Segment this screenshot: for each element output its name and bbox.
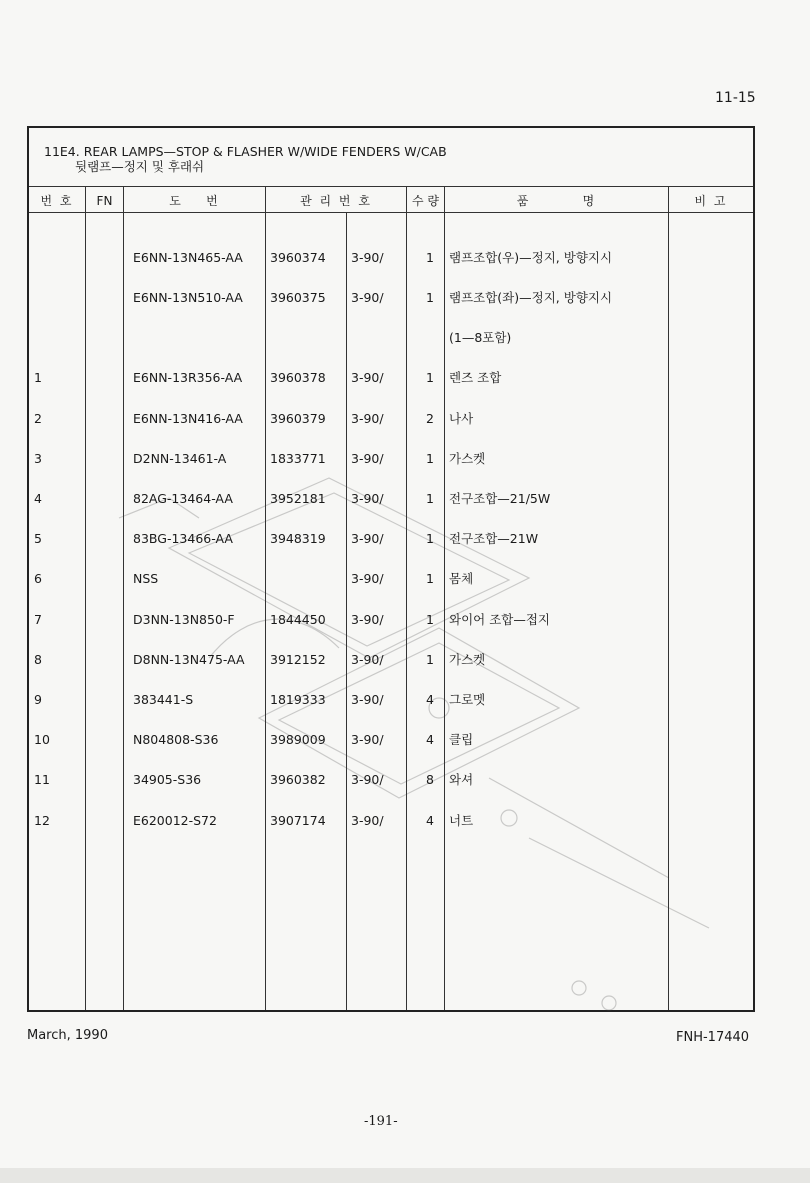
header-fn: FN [96, 194, 113, 208]
cell-management-number: 3907174 [270, 812, 326, 828]
cell-quantity: 8 [426, 772, 434, 788]
footer-date: March, 1990 [27, 1028, 108, 1043]
cell-management-number: 3989009 [270, 732, 326, 748]
cell-part-name: (1—8포함) [449, 330, 512, 346]
cell-drawing-number: 82AG-13464-AA [133, 491, 233, 507]
header-remarks: 비 고 [694, 194, 728, 208]
column-part-names [449, 224, 667, 854]
cell-part-name: 와이어 조합—접지 [449, 611, 550, 627]
section-title-korean: 뒷램프—정지 및 후래쉬 [75, 159, 205, 174]
cell-management-number: 3960379 [270, 410, 326, 426]
cell-effective-date: 3-90/ [351, 571, 384, 587]
cell-no: 8 [34, 651, 42, 667]
cell-drawing-number: 83BG-13466-AA [133, 531, 233, 547]
cell-quantity: 4 [426, 732, 434, 748]
cell-part-name: 가스켓 [449, 651, 486, 667]
column-quantities [407, 224, 444, 854]
cell-no: 3 [34, 450, 42, 466]
cell-part-name: 렌즈 조합 [449, 370, 502, 386]
cell-management-number: 1819333 [270, 692, 326, 708]
cell-drawing-number: E6NN-13R356-AA [133, 370, 243, 386]
footer-document-code: FNH-17440 [676, 1030, 750, 1045]
cell-no: 7 [34, 611, 42, 627]
cell-no: 1 [34, 370, 42, 386]
cell-no: 11 [34, 772, 50, 788]
cell-part-name: 몸체 [449, 571, 474, 587]
column-management-numbers [270, 224, 345, 854]
column-drawing-numbers [133, 224, 265, 854]
cell-quantity: 2 [426, 410, 434, 426]
cell-management-number: 3948319 [270, 531, 326, 547]
cell-quantity [407, 331, 444, 344]
cell-effective-date: 3-90/ [351, 491, 384, 507]
cell-management-number: 3952181 [270, 491, 326, 507]
scan-edge-band [0, 1168, 810, 1183]
cell-effective-date: 3-90/ [351, 290, 384, 306]
cell-part-name: 와셔 [449, 772, 474, 788]
cell-part-name: 클립 [449, 732, 474, 748]
header-drawing-number: 도 번 [169, 194, 220, 208]
cell-effective-date: 3-90/ [351, 812, 384, 828]
header-no: 번 호 [40, 194, 74, 208]
cell-management-number [270, 572, 345, 585]
cell-no [34, 331, 84, 344]
cell-quantity: 1 [426, 249, 434, 265]
cell-quantity: 1 [426, 290, 434, 306]
cell-part-name: 그로멧 [449, 692, 486, 708]
cell-part-name: 너트 [449, 812, 474, 828]
cell-effective-date: 3-90/ [351, 651, 384, 667]
header-management-number: 관 리 번 호 [300, 194, 372, 208]
cell-part-name: 전구조합—21W [449, 531, 539, 547]
column-effective-dates [351, 224, 405, 854]
cell-management-number: 1844450 [270, 611, 326, 627]
cell-quantity: 1 [426, 450, 434, 466]
page-number: 11-15 [715, 90, 756, 106]
cell-drawing-number: 383441-S [133, 692, 194, 708]
cell-effective-date: 3-90/ [351, 410, 384, 426]
cell-drawing-number [133, 331, 265, 344]
cell-part-name: 램프조합(우)—정지, 방향지시 [449, 249, 613, 265]
cell-quantity: 1 [426, 571, 434, 587]
cell-effective-date: 3-90/ [351, 611, 384, 627]
cell-drawing-number: E6NN-13N510-AA [133, 290, 243, 306]
cell-drawing-number: D2NN-13461-A [133, 450, 227, 466]
cell-management-number: 3960374 [270, 249, 326, 265]
cell-drawing-number: NSS [133, 571, 159, 587]
cell-management-number: 3960375 [270, 290, 326, 306]
section-title-english: 11E4. REAR LAMPS—STOP & FLASHER W/WIDE FENDERS W/CAB [44, 144, 447, 159]
cell-no [34, 291, 84, 304]
section-title [44, 144, 447, 174]
cell-management-number: 1833771 [270, 450, 326, 466]
cell-part-name: 나사 [449, 410, 474, 426]
cell-quantity: 1 [426, 370, 434, 386]
cell-effective-date: 3-90/ [351, 692, 384, 708]
cell-quantity: 1 [426, 651, 434, 667]
cell-drawing-number: E6NN-13N416-AA [133, 410, 243, 426]
cell-management-number: 3960378 [270, 370, 326, 386]
cell-effective-date: 3-90/ [351, 531, 384, 547]
cell-quantity: 1 [426, 531, 434, 547]
cell-drawing-number: 34905-S36 [133, 772, 202, 788]
cell-effective-date: 3-90/ [351, 772, 384, 788]
cell-effective-date: 3-90/ [351, 249, 384, 265]
cell-drawing-number: E6NN-13N465-AA [133, 249, 243, 265]
cell-drawing-number: D3NN-13N850-F [133, 611, 235, 627]
cell-no: 5 [34, 531, 42, 547]
cell-drawing-number: D8NN-13N475-AA [133, 651, 245, 667]
print-page-number: -191- [364, 1114, 398, 1129]
cell-management-number: 3960382 [270, 772, 326, 788]
cell-part-name: 가스켓 [449, 450, 486, 466]
cell-no: 4 [34, 491, 42, 507]
cell-drawing-number: E620012-S72 [133, 812, 217, 828]
cell-management-number [270, 331, 345, 344]
cell-quantity: 1 [426, 491, 434, 507]
cell-effective-date: 3-90/ [351, 450, 384, 466]
cell-no: 12 [34, 812, 50, 828]
cell-part-name: 전구조합—21/5W [449, 491, 551, 507]
cell-no: 10 [34, 732, 50, 748]
cell-no: 2 [34, 410, 42, 426]
cell-effective-date: 3-90/ [351, 732, 384, 748]
cell-no [34, 251, 84, 264]
parts-table-frame [27, 126, 755, 1012]
cell-part-name: 램프조합(좌)—정지, 방향지시 [449, 290, 613, 306]
cell-quantity: 4 [426, 812, 434, 828]
column-item-numbers [34, 224, 84, 854]
cell-quantity: 1 [426, 611, 434, 627]
cell-no: 6 [34, 571, 42, 587]
cell-effective-date: 3-90/ [351, 370, 384, 386]
cell-quantity: 4 [426, 692, 434, 708]
cell-no: 9 [34, 692, 42, 708]
cell-effective-date [351, 331, 405, 344]
cell-drawing-number: N804808-S36 [133, 732, 219, 748]
header-quantity: 수 량 [412, 194, 439, 208]
cell-management-number: 3912152 [270, 651, 326, 667]
header-part-name: 품 명 [516, 194, 597, 208]
